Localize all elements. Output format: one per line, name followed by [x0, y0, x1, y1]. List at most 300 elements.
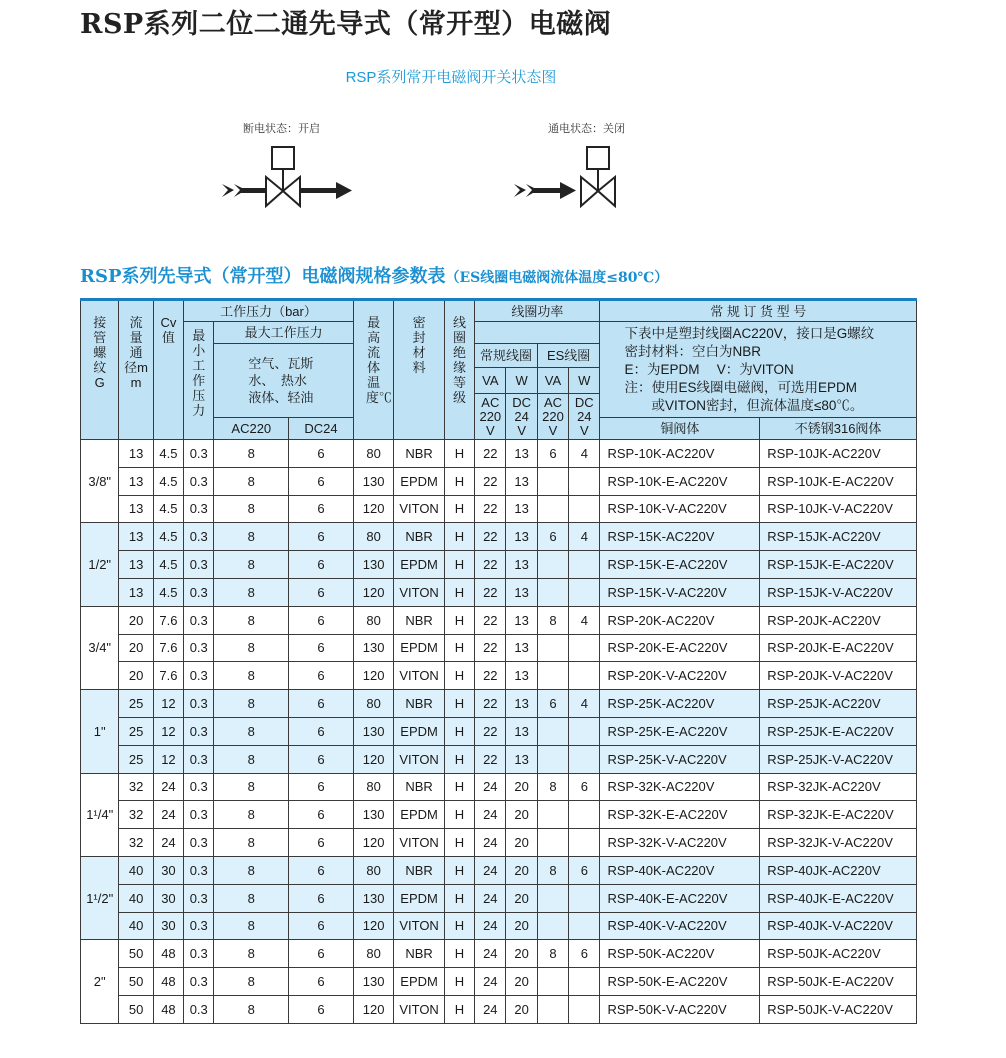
flow-cell: 25 — [119, 690, 153, 718]
dc24-pressure-cell: 6 — [289, 856, 354, 884]
power-off-state-label: 断电状态：开启 — [243, 122, 320, 135]
min-pressure-cell: 0.3 — [184, 495, 214, 523]
table-title — [80, 262, 668, 288]
cv-cell: 4.5 — [153, 551, 183, 579]
seal-cell: VITON — [394, 745, 445, 773]
header-es-ac220v: AC 220 V — [537, 394, 568, 440]
es-coil-va-cell — [537, 551, 568, 579]
insulation-cell: H — [444, 773, 474, 801]
coil-w-cell: 13 — [506, 551, 537, 579]
header-ac220: AC220 — [214, 418, 289, 440]
stainless-model-cell: RSP-32JK-E-AC220V — [760, 801, 917, 829]
es-coil-w-cell — [569, 717, 600, 745]
insulation-cell: H — [444, 551, 474, 579]
es-coil-va-cell — [537, 745, 568, 773]
coil-w-cell: 13 — [506, 690, 537, 718]
es-coil-va-cell: 6 — [537, 523, 568, 551]
dc24-pressure-cell: 6 — [289, 606, 354, 634]
es-coil-va-cell — [537, 578, 568, 606]
ac220-pressure-cell: 8 — [214, 606, 289, 634]
inlet-arrow-icon — [532, 188, 562, 193]
dc24-pressure-cell: 6 — [289, 801, 354, 829]
flow-cell: 20 — [119, 634, 153, 662]
coil-va-cell: 22 — [475, 717, 506, 745]
stainless-model-cell: RSP-15JK-E-AC220V — [760, 551, 917, 579]
es-coil-w-cell: 6 — [569, 856, 600, 884]
header-es-coil: ES线圈 — [537, 344, 600, 368]
header-cv: Cv值 — [153, 300, 183, 440]
es-coil-va-cell — [537, 884, 568, 912]
coil-va-cell: 22 — [475, 690, 506, 718]
es-coil-w-cell — [569, 578, 600, 606]
coil-va-cell: 24 — [475, 829, 506, 857]
ac220-pressure-cell: 8 — [214, 634, 289, 662]
copper-model-cell: RSP-20K-AC220V — [600, 606, 760, 634]
max-temp-cell: 120 — [353, 578, 393, 606]
seal-cell: NBR — [394, 606, 445, 634]
copper-model-cell: RSP-50K-AC220V — [600, 940, 760, 968]
es-coil-w-cell: 6 — [569, 773, 600, 801]
table-row — [81, 523, 917, 551]
min-pressure-cell: 0.3 — [184, 634, 214, 662]
table-row — [81, 467, 917, 495]
pipe-thread-cell: 1¹/2" — [81, 856, 119, 939]
table-row — [81, 634, 917, 662]
table-row — [81, 968, 917, 996]
stainless-model-cell: RSP-20JK-AC220V — [760, 606, 917, 634]
flow-cell: 50 — [119, 968, 153, 996]
seal-cell: NBR — [394, 440, 445, 468]
cv-cell: 4.5 — [153, 467, 183, 495]
min-pressure-cell: 0.3 — [184, 606, 214, 634]
cv-cell: 30 — [153, 856, 183, 884]
insulation-cell: H — [444, 995, 474, 1023]
min-pressure-cell: 0.3 — [184, 662, 214, 690]
coil-va-cell: 22 — [475, 467, 506, 495]
copper-model-cell: RSP-32K-AC220V — [600, 773, 760, 801]
es-coil-va-cell: 6 — [537, 690, 568, 718]
power-on-state-label: 通电状态：关闭 — [548, 122, 625, 135]
es-coil-w-cell — [569, 467, 600, 495]
stainless-model-cell: RSP-50JK-E-AC220V — [760, 968, 917, 996]
insulation-cell: H — [444, 856, 474, 884]
flow-cell: 50 — [119, 995, 153, 1023]
table-row — [81, 495, 917, 523]
flow-cell: 32 — [119, 801, 153, 829]
ac220-pressure-cell: 8 — [214, 801, 289, 829]
insulation-cell: H — [444, 634, 474, 662]
header-media: 空气、瓦斯 水、 热水 液体、轻油 — [214, 344, 354, 418]
header-min-pressure: 最小工作压力 — [184, 322, 214, 440]
max-temp-cell: 80 — [353, 440, 393, 468]
header-es-dc24v: DC 24 V — [569, 394, 600, 440]
coil-va-cell: 22 — [475, 495, 506, 523]
stainless-model-cell: RSP-10JK-V-AC220V — [760, 495, 917, 523]
es-coil-w-cell: 4 — [569, 606, 600, 634]
insulation-cell: H — [444, 662, 474, 690]
ac220-pressure-cell: 8 — [214, 495, 289, 523]
coil-w-cell: 13 — [506, 440, 537, 468]
flow-cell: 20 — [119, 662, 153, 690]
seal-cell: EPDM — [394, 717, 445, 745]
header-copper-body: 铜阀体 — [600, 418, 760, 440]
stainless-model-cell: RSP-15JK-V-AC220V — [760, 578, 917, 606]
min-pressure-cell: 0.3 — [184, 717, 214, 745]
stainless-model-cell: RSP-50JK-AC220V — [760, 940, 917, 968]
outlet-arrow-icon — [300, 188, 338, 193]
es-coil-w-cell: 4 — [569, 690, 600, 718]
max-temp-cell: 130 — [353, 884, 393, 912]
min-pressure-cell: 0.3 — [184, 856, 214, 884]
flow-cell: 20 — [119, 606, 153, 634]
coil-va-cell: 22 — [475, 634, 506, 662]
max-temp-cell: 120 — [353, 745, 393, 773]
header-flow-diameter: 流量通径mm — [119, 300, 153, 440]
seal-cell: EPDM — [394, 968, 445, 996]
seal-cell: NBR — [394, 523, 445, 551]
ac220-pressure-cell: 8 — [214, 773, 289, 801]
insulation-cell: H — [444, 912, 474, 940]
cv-cell: 4.5 — [153, 495, 183, 523]
header-normal-coil: 常规线圈 — [475, 344, 538, 368]
copper-model-cell: RSP-25K-E-AC220V — [600, 717, 760, 745]
ac220-pressure-cell: 8 — [214, 523, 289, 551]
copper-model-cell: RSP-15K-V-AC220V — [600, 578, 760, 606]
copper-model-cell: RSP-32K-V-AC220V — [600, 829, 760, 857]
pipe-thread-cell: 3/4" — [81, 606, 119, 689]
table-row — [81, 440, 917, 468]
dc24-pressure-cell: 6 — [289, 745, 354, 773]
pipe-thread-cell: 3/8" — [81, 440, 119, 523]
seal-cell: EPDM — [394, 467, 445, 495]
dc24-pressure-cell: 6 — [289, 912, 354, 940]
copper-model-cell: RSP-20K-V-AC220V — [600, 662, 760, 690]
coil-w-cell: 13 — [506, 606, 537, 634]
ac220-pressure-cell: 8 — [214, 578, 289, 606]
seal-cell: VITON — [394, 578, 445, 606]
insulation-cell: H — [444, 717, 474, 745]
max-temp-cell: 130 — [353, 717, 393, 745]
coil-w-cell: 13 — [506, 578, 537, 606]
min-pressure-cell: 0.3 — [184, 690, 214, 718]
coil-w-cell: 13 — [506, 717, 537, 745]
min-pressure-cell: 0.3 — [184, 884, 214, 912]
max-temp-cell: 80 — [353, 606, 393, 634]
insulation-cell: H — [444, 968, 474, 996]
seal-cell: EPDM — [394, 634, 445, 662]
es-coil-w-cell: 4 — [569, 440, 600, 468]
copper-model-cell: RSP-40K-V-AC220V — [600, 912, 760, 940]
coil-va-cell: 24 — [475, 968, 506, 996]
max-temp-cell: 80 — [353, 856, 393, 884]
spec-table-body — [81, 440, 917, 1024]
valve-closed-diagram — [512, 144, 622, 212]
es-coil-w-cell — [569, 801, 600, 829]
min-pressure-cell: 0.3 — [184, 578, 214, 606]
coil-va-cell: 24 — [475, 801, 506, 829]
coil-w-cell: 20 — [506, 912, 537, 940]
min-pressure-cell: 0.3 — [184, 801, 214, 829]
max-temp-cell: 120 — [353, 995, 393, 1023]
spec-table — [80, 298, 917, 1024]
insulation-cell: H — [444, 745, 474, 773]
header-dc24: DC24 — [289, 418, 354, 440]
page-title: RSP系列二位二通先导式（常开型）电磁阀 — [80, 9, 612, 40]
seal-cell: EPDM — [394, 551, 445, 579]
es-coil-va-cell — [537, 829, 568, 857]
min-pressure-cell: 0.3 — [184, 745, 214, 773]
max-temp-cell: 80 — [353, 773, 393, 801]
cv-cell: 12 — [153, 717, 183, 745]
dc24-pressure-cell: 6 — [289, 829, 354, 857]
cv-cell: 48 — [153, 995, 183, 1023]
es-coil-va-cell — [537, 995, 568, 1023]
stainless-model-cell: RSP-25JK-V-AC220V — [760, 745, 917, 773]
cv-cell: 24 — [153, 773, 183, 801]
dc24-pressure-cell: 6 — [289, 662, 354, 690]
cv-cell: 12 — [153, 690, 183, 718]
coil-va-cell: 22 — [475, 662, 506, 690]
min-pressure-cell: 0.3 — [184, 912, 214, 940]
header-seal-material: 密封材料 — [394, 300, 445, 440]
es-coil-va-cell — [537, 801, 568, 829]
header-dc24v: DC 24 V — [506, 394, 537, 440]
ac220-pressure-cell: 8 — [214, 995, 289, 1023]
flow-cell: 32 — [119, 773, 153, 801]
coil-w-cell: 20 — [506, 829, 537, 857]
table-row — [81, 884, 917, 912]
insulation-cell: H — [444, 606, 474, 634]
pipe-thread-cell: 1" — [81, 690, 119, 773]
dc24-pressure-cell: 6 — [289, 968, 354, 996]
coil-va-cell: 22 — [475, 745, 506, 773]
table-row — [81, 662, 917, 690]
es-coil-va-cell — [537, 495, 568, 523]
flow-cell: 25 — [119, 717, 153, 745]
es-coil-w-cell — [569, 968, 600, 996]
ac220-pressure-cell: 8 — [214, 440, 289, 468]
max-temp-cell: 130 — [353, 801, 393, 829]
header-insulation-class: 线圈绝缘等级 — [444, 300, 474, 440]
coil-va-cell: 22 — [475, 523, 506, 551]
flow-cell: 13 — [119, 467, 153, 495]
es-coil-w-cell — [569, 745, 600, 773]
header-w: W — [506, 368, 537, 394]
dc24-pressure-cell: 6 — [289, 634, 354, 662]
es-coil-va-cell — [537, 912, 568, 940]
solenoid-coil-icon — [272, 147, 294, 169]
cv-cell: 24 — [153, 801, 183, 829]
flow-cell: 13 — [119, 578, 153, 606]
header-pipe-thread: 接管螺纹G — [81, 300, 119, 440]
stainless-model-cell: RSP-40JK-E-AC220V — [760, 884, 917, 912]
cv-cell: 4.5 — [153, 523, 183, 551]
cv-cell: 4.5 — [153, 578, 183, 606]
insulation-cell: H — [444, 690, 474, 718]
cv-cell: 4.5 — [153, 440, 183, 468]
es-coil-w-cell: 4 — [569, 523, 600, 551]
copper-model-cell: RSP-40K-E-AC220V — [600, 884, 760, 912]
stainless-model-cell: RSP-40JK-V-AC220V — [760, 912, 917, 940]
es-coil-va-cell: 8 — [537, 856, 568, 884]
max-temp-cell: 130 — [353, 634, 393, 662]
table-row — [81, 578, 917, 606]
max-temp-cell: 130 — [353, 551, 393, 579]
header-coil-power: 线圈功率 — [475, 300, 600, 322]
coil-va-cell: 22 — [475, 440, 506, 468]
flow-cell: 32 — [119, 829, 153, 857]
solenoid-coil-icon — [587, 147, 609, 169]
flow-cell: 13 — [119, 495, 153, 523]
copper-model-cell: RSP-40K-AC220V — [600, 856, 760, 884]
es-coil-w-cell — [569, 884, 600, 912]
flow-cell: 25 — [119, 745, 153, 773]
copper-model-cell: RSP-10K-E-AC220V — [600, 467, 760, 495]
valve-body-icon — [266, 177, 283, 206]
cv-cell: 24 — [153, 829, 183, 857]
max-temp-cell: 130 — [353, 968, 393, 996]
pipe-thread-cell: 1/2" — [81, 523, 119, 606]
stainless-model-cell: RSP-25JK-AC220V — [760, 690, 917, 718]
seal-cell: VITON — [394, 495, 445, 523]
header-coil-power-spacer — [475, 322, 600, 344]
stainless-model-cell: RSP-15JK-AC220V — [760, 523, 917, 551]
stainless-model-cell: RSP-40JK-AC220V — [760, 856, 917, 884]
valve-open-diagram — [220, 144, 356, 212]
header-work-pressure: 工作压力（bar） — [184, 300, 354, 322]
flow-cell: 40 — [119, 884, 153, 912]
max-temp-cell: 120 — [353, 829, 393, 857]
max-temp-cell: 120 — [353, 912, 393, 940]
dc24-pressure-cell: 6 — [289, 523, 354, 551]
insulation-cell: H — [444, 578, 474, 606]
seal-cell: NBR — [394, 856, 445, 884]
cv-cell: 7.6 — [153, 662, 183, 690]
coil-va-cell: 24 — [475, 773, 506, 801]
ac220-pressure-cell: 8 — [214, 551, 289, 579]
min-pressure-cell: 0.3 — [184, 523, 214, 551]
table-row — [81, 717, 917, 745]
coil-w-cell: 20 — [506, 995, 537, 1023]
dc24-pressure-cell: 6 — [289, 495, 354, 523]
insulation-cell: H — [444, 829, 474, 857]
max-temp-cell: 120 — [353, 662, 393, 690]
insulation-cell: H — [444, 801, 474, 829]
coil-va-cell: 24 — [475, 856, 506, 884]
seal-cell: NBR — [394, 773, 445, 801]
stainless-model-cell: RSP-25JK-E-AC220V — [760, 717, 917, 745]
table-row — [81, 690, 917, 718]
coil-w-cell: 20 — [506, 773, 537, 801]
dc24-pressure-cell: 6 — [289, 690, 354, 718]
coil-w-cell: 13 — [506, 495, 537, 523]
min-pressure-cell: 0.3 — [184, 829, 214, 857]
ac220-pressure-cell: 8 — [214, 467, 289, 495]
seal-cell: NBR — [394, 940, 445, 968]
es-coil-va-cell — [537, 968, 568, 996]
copper-model-cell: RSP-10K-V-AC220V — [600, 495, 760, 523]
coil-va-cell: 24 — [475, 940, 506, 968]
inlet-arrow-icon — [240, 188, 266, 193]
coil-w-cell: 20 — [506, 968, 537, 996]
header-es-w: W — [569, 368, 600, 394]
ac220-pressure-cell: 8 — [214, 745, 289, 773]
spec-table-header — [81, 300, 917, 440]
cv-cell: 30 — [153, 884, 183, 912]
cv-cell: 48 — [153, 940, 183, 968]
header-max-temp: 最高流体温度℃ — [353, 300, 393, 440]
table-row — [81, 745, 917, 773]
table-row — [81, 801, 917, 829]
insulation-cell: H — [444, 884, 474, 912]
stainless-model-cell: RSP-20JK-V-AC220V — [760, 662, 917, 690]
copper-model-cell: RSP-25K-AC220V — [600, 690, 760, 718]
copper-model-cell: RSP-25K-V-AC220V — [600, 745, 760, 773]
header-ac220v: AC 220 V — [475, 394, 506, 440]
es-coil-w-cell — [569, 829, 600, 857]
header-va: VA — [475, 368, 506, 394]
flow-cell: 40 — [119, 912, 153, 940]
min-pressure-cell: 0.3 — [184, 467, 214, 495]
coil-w-cell: 20 — [506, 801, 537, 829]
header-es-va: VA — [537, 368, 568, 394]
stainless-model-cell: RSP-50JK-V-AC220V — [760, 995, 917, 1023]
es-coil-w-cell — [569, 551, 600, 579]
min-pressure-cell: 0.3 — [184, 440, 214, 468]
es-coil-w-cell — [569, 495, 600, 523]
seal-cell: EPDM — [394, 884, 445, 912]
stainless-model-cell: RSP-10JK-E-AC220V — [760, 467, 917, 495]
es-coil-va-cell: 8 — [537, 606, 568, 634]
ac220-pressure-cell: 8 — [214, 717, 289, 745]
pipe-thread-cell: 1¹/4" — [81, 773, 119, 856]
table-row — [81, 856, 917, 884]
flow-cell: 13 — [119, 523, 153, 551]
cv-cell: 48 — [153, 968, 183, 996]
es-coil-w-cell — [569, 995, 600, 1023]
coil-w-cell: 20 — [506, 884, 537, 912]
es-coil-w-cell: 6 — [569, 940, 600, 968]
stainless-model-cell: RSP-10JK-AC220V — [760, 440, 917, 468]
header-order-note: 下表中是塑封线圈AC220V，接口是G螺纹 密封材料：空白为NBR E：为EPDM V：为VITON 注：使用ES线圈电磁阀，可选用EPDM 或VITON密封，但流体温度≤80℃。 — [600, 322, 917, 418]
copper-model-cell: RSP-50K-V-AC220V — [600, 995, 760, 1023]
header-order-model: 常 规 订 货 型 号 — [600, 300, 917, 322]
pipe-thread-cell: 2" — [81, 940, 119, 1023]
dc24-pressure-cell: 6 — [289, 578, 354, 606]
min-pressure-cell: 0.3 — [184, 940, 214, 968]
ac220-pressure-cell: 8 — [214, 940, 289, 968]
insulation-cell: H — [444, 495, 474, 523]
coil-va-cell: 24 — [475, 912, 506, 940]
es-coil-va-cell: 6 — [537, 440, 568, 468]
coil-w-cell: 13 — [506, 662, 537, 690]
seal-cell: EPDM — [394, 801, 445, 829]
copper-model-cell: RSP-50K-E-AC220V — [600, 968, 760, 996]
dc24-pressure-cell: 6 — [289, 940, 354, 968]
copper-model-cell: RSP-32K-E-AC220V — [600, 801, 760, 829]
es-coil-w-cell — [569, 634, 600, 662]
dc24-pressure-cell: 6 — [289, 440, 354, 468]
table-row — [81, 551, 917, 579]
ac220-pressure-cell: 8 — [214, 884, 289, 912]
min-pressure-cell: 0.3 — [184, 968, 214, 996]
min-pressure-cell: 0.3 — [184, 551, 214, 579]
coil-w-cell: 13 — [506, 634, 537, 662]
cv-cell: 7.6 — [153, 606, 183, 634]
stainless-model-cell: RSP-32JK-AC220V — [760, 773, 917, 801]
flow-cell: 40 — [119, 856, 153, 884]
es-coil-va-cell — [537, 634, 568, 662]
